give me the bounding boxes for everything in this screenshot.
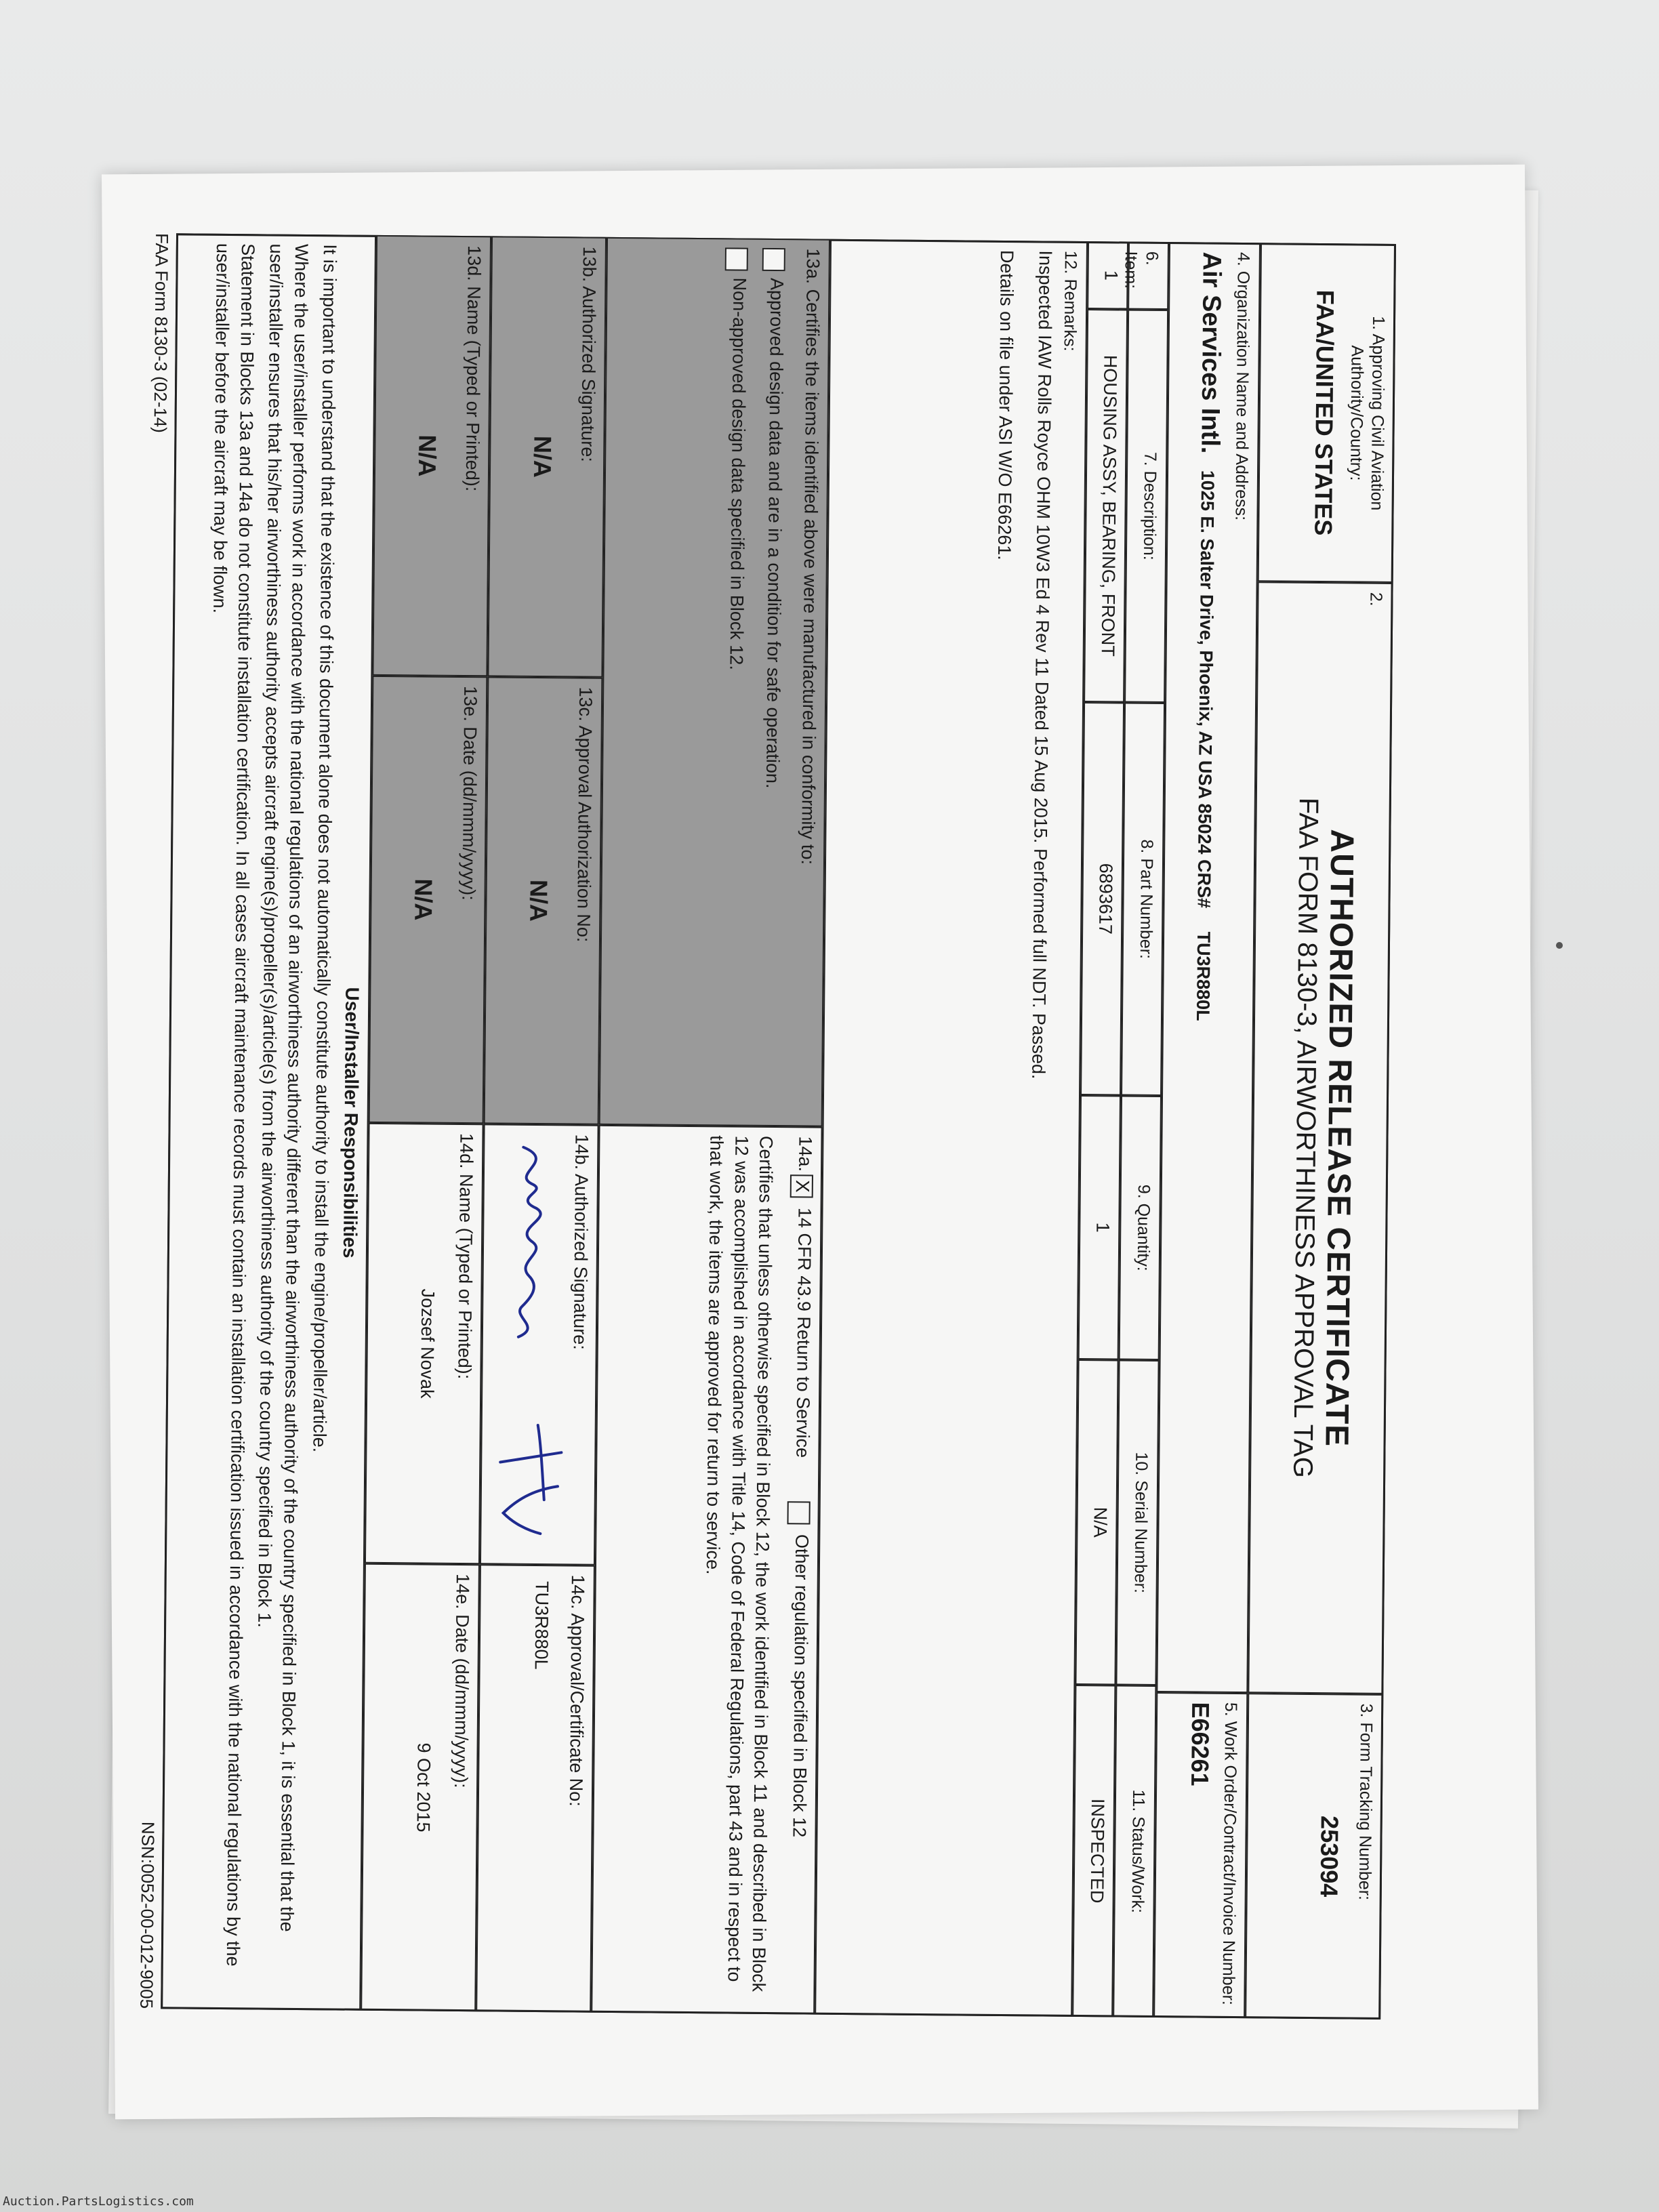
block-4 bbox=[1156, 242, 1261, 1693]
block-14b bbox=[480, 1124, 599, 1565]
col-header-serial bbox=[1115, 1359, 1159, 1685]
table-row-serial bbox=[1075, 1359, 1118, 1685]
block-2 bbox=[1248, 581, 1393, 1694]
checkbox-approved-design[interactable] bbox=[762, 248, 785, 271]
form-subtitle: FAA FORM 8130-3, AIRWORTHINESS APPROVAL TAG bbox=[1287, 797, 1324, 1479]
table-row-status bbox=[1072, 1685, 1115, 2018]
col-header-status-text: 11. Status/Work: bbox=[1128, 1789, 1149, 1914]
block-14a-label: 14a. bbox=[795, 1136, 816, 1172]
block-2-label: 2. bbox=[1366, 592, 1386, 607]
block-13c-value: N/A bbox=[525, 879, 553, 922]
col-header-status bbox=[1113, 1685, 1156, 2018]
block-13e-value: N/A bbox=[409, 878, 438, 921]
block-1-label: 1. Approving Civil Aviation Authority/Country: bbox=[1346, 316, 1389, 511]
responsibilities-heading: User/Installer Responsibilities bbox=[339, 987, 363, 1258]
cell-item: 1 bbox=[1101, 270, 1122, 281]
block-14d bbox=[365, 1123, 484, 1564]
col-header-description bbox=[1124, 310, 1168, 703]
form-footer-nsn: NSN:0052-00-012-9005 bbox=[136, 1821, 159, 2009]
remarks-line-1: Inspected IAW Rolls Royce OHM 10W3 Ed 4 Rev 11 Dated 15 Aug 2015. Performed full NDT. Passed. bbox=[1027, 250, 1056, 1080]
block-14e-value: 9 Oct 2015 bbox=[413, 1742, 434, 1832]
block-13d bbox=[372, 235, 491, 676]
block-13e-label: 13e. Date (dd/mmm/yyyy): bbox=[458, 685, 481, 901]
block-14d-value: Jozsef Novak bbox=[417, 1288, 438, 1399]
block-4-label: 4. Organization Name and Address: bbox=[1231, 251, 1253, 521]
cell-status: INSPECTED bbox=[1086, 1798, 1108, 1904]
block-14c bbox=[476, 1564, 595, 2012]
responsibilities-paragraph-1: It is important to understand that the existence of this document alone does not automatically constitute authority to install the engine/propeller/article. bbox=[309, 244, 340, 1453]
col-header-part-number-text: 8. Part Number: bbox=[1136, 839, 1157, 960]
block-14a-text: Certifies that unless otherwise specified in Block 12, the work identified in Block 11 and described in Block 12 was accomplished in accordance with Title 14, Code of Federal Regulations, part 43 and in respect to that work, the items are approved for return to service. bbox=[703, 1135, 777, 1992]
col-header-item bbox=[1121, 242, 1169, 310]
block-1 bbox=[1258, 243, 1396, 583]
block-5 bbox=[1153, 1692, 1248, 2018]
user-installer-responsibilities bbox=[161, 233, 376, 2010]
block-13e bbox=[369, 676, 488, 1124]
cell-description: HOUSING ASSY, BEARING, FRONT bbox=[1097, 354, 1121, 657]
org-address: 1025 E. Salter Drive, Phoenix, AZ USA 85024 CRS# bbox=[1193, 470, 1218, 909]
block-3-value: 253094 bbox=[1315, 1815, 1344, 1898]
block-5-label: 5. Work Order/Contract/Invoice Number: bbox=[1218, 1702, 1241, 2005]
block-13d-value: N/A bbox=[413, 434, 442, 477]
table-row-item bbox=[1087, 241, 1128, 310]
block-14a-option-1: 14 CFR 43.9 Return to Service bbox=[792, 1207, 815, 1458]
col-header-quantity-text: 9. Quantity: bbox=[1133, 1184, 1153, 1271]
table-row-part-number bbox=[1080, 702, 1124, 1096]
block-13b bbox=[487, 236, 607, 677]
watermark: Auction.PartsLogistics.com bbox=[3, 2194, 194, 2209]
cell-quantity: 1 bbox=[1092, 1222, 1113, 1233]
block-14a-option-2: Other regulation specified in Block 12 bbox=[789, 1534, 813, 1838]
block-13b-label: 13b. Authorized Signature: bbox=[577, 246, 600, 462]
table-row-quantity bbox=[1078, 1095, 1121, 1360]
block-13a-label: 13a. Certifies the items identified above were manufactured in conformity to: bbox=[797, 248, 823, 865]
remarks-line-2: Details on file under ASI W/O E66261. bbox=[994, 249, 1017, 560]
block-5-value: E66261 bbox=[1185, 1702, 1214, 1786]
block-13c-label: 13c. Approval Authorization No: bbox=[573, 687, 596, 943]
block-12 bbox=[815, 239, 1088, 2017]
cell-serial: N/A bbox=[1090, 1507, 1111, 1538]
responsibilities-paragraph-2: Where the user/installer performs work in accordance with the national regulations of an airworthiness authority different than the airworthiness authority of the country specified in Block 1, it is essential that the user/installer ensures that his/her airworthiness authority accepts aircraft engine(s)/propeller(s)/article(s) from the airworthiness authority of the country specified in Block 1. bbox=[254, 243, 312, 1932]
block-3 bbox=[1245, 1693, 1383, 2020]
col-header-serial-text: 10. Serial Number: bbox=[1130, 1452, 1151, 1594]
col-header-description-text: 7. Description: bbox=[1139, 451, 1160, 560]
form-8130-3 bbox=[136, 232, 1396, 2020]
col-header-quantity bbox=[1119, 1096, 1162, 1361]
block-13a bbox=[599, 237, 830, 1127]
block-3-label: 3. Form Tracking Number: bbox=[1355, 1703, 1376, 1901]
block-13b-value: N/A bbox=[528, 435, 557, 478]
pin-mark bbox=[1556, 942, 1563, 949]
block-12-label: 12. Remarks: bbox=[1060, 250, 1080, 352]
org-name: Air Services Intl. bbox=[1195, 251, 1226, 454]
block-14c-label: 14c. Approval/Certificate No: bbox=[565, 1574, 588, 1807]
block-14a bbox=[591, 1125, 822, 2015]
form-title: AUTHORIZED RELEASE CERTIFICATE bbox=[1318, 829, 1360, 1448]
block-13a-option-1: Approved design data and are in a condition for safe operation. bbox=[762, 277, 787, 789]
block-14e bbox=[361, 1563, 480, 2011]
block-13d-label: 13d. Name (Typed or Printed): bbox=[462, 245, 485, 492]
block-14c-value: TU3R880L bbox=[531, 1580, 552, 1670]
block-14e-label: 14e. Date (dd/mmm/yyyy): bbox=[451, 1573, 473, 1788]
block-1-value: FAA/UNITED STATES bbox=[1309, 289, 1340, 536]
responsibilities-paragraph-3: Statement in Blocks 13a and 14a do not constitute installation certification. In all cases aircraft maintenance records must contain an installation certification issued in accordance with the national regulations by the user/installer before the aircraft may be flown. bbox=[209, 243, 258, 1967]
block-13c bbox=[484, 676, 603, 1124]
authorized-signature bbox=[493, 1133, 571, 1554]
table-row-description bbox=[1084, 309, 1128, 703]
block-14b-label: 14b. Authorized Signature: bbox=[569, 1134, 592, 1350]
col-header-part-number bbox=[1121, 703, 1165, 1097]
cell-part-number: 6893617 bbox=[1095, 863, 1117, 935]
col-header-item-text: 6. Item: bbox=[1121, 251, 1162, 289]
block-14d-label: 14d. Name (Typed or Printed): bbox=[454, 1132, 477, 1380]
crs-number: TU3R880L bbox=[1192, 931, 1214, 1021]
checkbox-non-approved-design[interactable] bbox=[725, 247, 748, 270]
block-13a-option-2: Non-approved design data specified in Block 12. bbox=[726, 277, 750, 671]
checkbox-return-to-service[interactable]: X bbox=[790, 1174, 813, 1197]
checkbox-other-regulation[interactable] bbox=[787, 1501, 811, 1524]
form-footer-number: FAA Form 8130-3 (02-14) bbox=[150, 232, 173, 434]
